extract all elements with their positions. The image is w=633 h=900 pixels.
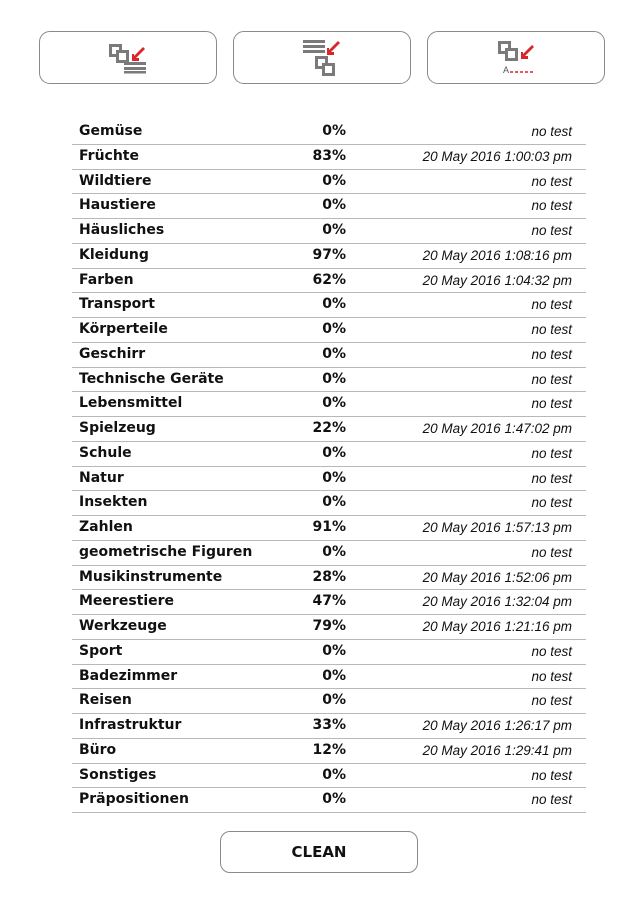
table-row	[72, 417, 586, 442]
score-percent: 28%	[312, 568, 346, 585]
category-name: Insekten	[79, 494, 148, 511]
table-row	[72, 145, 586, 170]
category-name: Früchte	[79, 147, 139, 164]
test-date: no test	[531, 371, 572, 387]
table-row	[72, 170, 586, 195]
table-row	[72, 516, 586, 541]
test-date: no test	[531, 495, 572, 511]
score-percent: 0%	[322, 321, 346, 337]
category-name: Sonstiges	[79, 766, 157, 783]
test-date: 20 May 2016 1:08:16 pm	[422, 247, 572, 263]
table-row	[72, 194, 586, 219]
score-percent: 12%	[312, 741, 346, 758]
category-name: Körperteile	[79, 321, 168, 337]
category-name: Musikinstrumente	[79, 568, 223, 585]
test-date: no test	[531, 223, 572, 238]
category-name: Transport	[79, 296, 155, 313]
score-percent: 0%	[322, 345, 346, 362]
test-date: 20 May 2016 1:32:04 pm	[422, 594, 572, 610]
copy-with-text-button[interactable]	[427, 31, 605, 84]
clean-button[interactable]: CLEAN	[220, 831, 418, 873]
copy-with-text-icon	[494, 40, 538, 76]
category-name: Haustiere	[79, 197, 156, 214]
test-date: no test	[531, 124, 572, 139]
category-name: Infrastruktur	[79, 717, 182, 733]
score-percent: 97%	[312, 246, 346, 263]
table-row	[72, 392, 586, 417]
list-to-copy-button[interactable]	[233, 31, 411, 84]
score-percent: 79%	[312, 618, 346, 634]
icon-letter: A	[503, 64, 510, 75]
test-date: 20 May 2016 1:04:32 pm	[422, 272, 572, 288]
table-row	[72, 665, 586, 690]
table-row	[72, 120, 586, 145]
score-percent: 0%	[322, 642, 346, 659]
test-date: no test	[531, 445, 572, 461]
test-date: 20 May 2016 1:29:41 pm	[422, 742, 572, 758]
category-name: geometrische Figuren	[79, 543, 253, 560]
category-name: Häusliches	[79, 222, 165, 238]
category-name: Präpositionen	[79, 791, 189, 808]
table-row	[72, 541, 586, 566]
table-row	[72, 244, 586, 269]
category-name: Büro	[79, 741, 117, 758]
test-date: no test	[531, 693, 572, 709]
table-row	[72, 566, 586, 591]
table-row	[72, 293, 586, 318]
score-percent: 0%	[322, 494, 346, 511]
test-date: no test	[531, 322, 572, 337]
score-percent: 33%	[312, 717, 346, 733]
table-row	[72, 491, 586, 516]
category-name: Spielzeug	[79, 420, 156, 436]
table-row	[72, 640, 586, 665]
copy-to-list-button[interactable]	[39, 31, 217, 84]
table-row	[72, 318, 586, 343]
score-percent: 0%	[322, 172, 346, 189]
score-percent: 0%	[322, 123, 346, 139]
table-row	[72, 714, 586, 739]
test-date: 20 May 2016 1:57:13 pm	[422, 520, 572, 535]
table-row	[72, 739, 586, 764]
score-percent: 62%	[312, 271, 346, 288]
score-percent: 0%	[322, 395, 346, 412]
test-date: 20 May 2016 1:26:17 pm	[422, 718, 572, 733]
table-row	[72, 764, 586, 789]
table-row	[72, 343, 586, 368]
category-name: Gemüse	[79, 123, 143, 139]
score-percent: 22%	[312, 420, 346, 436]
category-name: Wildtiere	[79, 172, 152, 189]
score-percent: 0%	[322, 543, 346, 560]
category-name: Technische Geräte	[79, 370, 224, 387]
table-row	[72, 368, 586, 393]
category-name: Kleidung	[79, 246, 149, 263]
score-percent: 91%	[312, 519, 346, 535]
test-date: no test	[531, 346, 572, 362]
table-row	[72, 467, 586, 492]
test-date: no test	[531, 792, 572, 808]
score-percent: 0%	[322, 296, 346, 313]
table-row	[72, 788, 586, 813]
table-row	[72, 689, 586, 714]
table-row	[72, 442, 586, 467]
copy-to-list-icon	[108, 42, 148, 74]
category-name: Werkzeuge	[79, 618, 167, 634]
category-name: Sport	[79, 642, 123, 659]
test-date: no test	[531, 396, 572, 412]
test-date: no test	[531, 470, 572, 486]
table-row	[72, 269, 586, 294]
list-to-copy-icon	[302, 38, 342, 78]
category-name: Zahlen	[79, 519, 133, 535]
test-date: no test	[531, 668, 572, 684]
score-percent: 47%	[312, 593, 346, 610]
test-date: no test	[531, 198, 572, 214]
score-percent: 0%	[322, 222, 346, 238]
score-percent: 0%	[322, 692, 346, 709]
score-percent: 0%	[322, 444, 346, 461]
category-name: Geschirr	[79, 345, 146, 362]
test-date: no test	[531, 544, 572, 560]
score-percent: 0%	[322, 469, 346, 486]
test-date: no test	[531, 767, 572, 783]
table-row	[72, 590, 586, 615]
category-name: Farben	[79, 271, 134, 288]
test-date: no test	[531, 173, 572, 189]
test-date: no test	[531, 643, 572, 659]
results-table	[72, 120, 586, 813]
score-percent: 0%	[322, 370, 346, 387]
toolbar	[0, 0, 633, 100]
score-percent: 83%	[312, 147, 346, 164]
score-percent: 0%	[322, 667, 346, 684]
category-name: Schule	[79, 444, 132, 461]
test-date: 20 May 2016 1:52:06 pm	[422, 569, 572, 585]
test-date: 20 May 2016 1:47:02 pm	[422, 421, 572, 436]
category-name: Natur	[79, 469, 124, 486]
category-name: Reisen	[79, 692, 132, 709]
score-percent: 0%	[322, 791, 346, 808]
table-row	[72, 615, 586, 640]
test-date: no test	[531, 297, 572, 313]
category-name: Meerestiere	[79, 593, 175, 610]
score-percent: 0%	[322, 766, 346, 783]
category-name: Badezimmer	[79, 667, 178, 684]
category-name: Lebensmittel	[79, 395, 183, 412]
table-row	[72, 219, 586, 244]
score-percent: 0%	[322, 197, 346, 214]
test-date: 20 May 2016 1:00:03 pm	[422, 148, 572, 164]
test-date: 20 May 2016 1:21:16 pm	[422, 619, 572, 634]
